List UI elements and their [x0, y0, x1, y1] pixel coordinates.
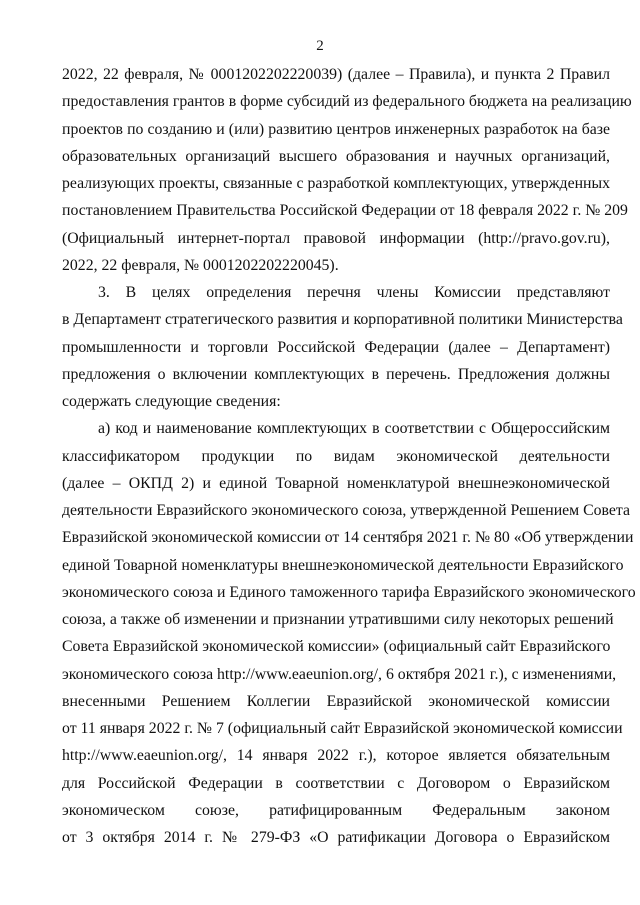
text-line: экономического союза http://www.eaeunion.org/, 6 октября 2021 г.), с изменениями,: [62, 665, 617, 683]
text-line: (Официальный интернет-портал правовой информации (http://pravo.gov.ru),: [62, 229, 610, 247]
text-line: от 11 января 2022 г. № 7 (официальный сайт Евразийской экономической комиссии: [62, 720, 623, 737]
text-line: образовательных организаций высшего образования и научных организаций,: [62, 147, 610, 165]
text-line: Совета Евразийской экономической комиссии» (официальный сайт Евразийского: [62, 638, 611, 656]
text-line: для Российской Федерации в соответствии с Договором о Евразийском: [62, 774, 610, 792]
text-line: проектов по созданию и (или) развитию центров инженерных разработок на базе: [62, 120, 610, 138]
text-line: в Департамент стратегического развития и корпоративной политики Министерства: [62, 311, 623, 329]
text-line: единой Товарной номенклатуры внешнеэкономической деятельности Евразийского: [62, 556, 624, 574]
text-line: внесенными Решением Коллегии Евразийской экономической комиссии: [62, 692, 610, 710]
text-line: экономическом союзе, ратифицированным Федеральным законом: [62, 801, 610, 819]
text-line: а) код и наименование комплектующих в соответствии с Общероссийским: [98, 420, 610, 438]
text-line: экономического союза и Единого таможенного тарифа Евразийского экономического: [62, 583, 636, 601]
text-line: (далее – ОКПД 2) и единой Товарной номенклатурой внешнеэкономической: [62, 474, 610, 492]
text-line: http://www.eaeunion.org/, 14 января 2022 г.), которое является обязательным: [62, 747, 610, 765]
text-line: деятельности Евразийского экономического союза, утвержденной Решением Совета: [62, 502, 631, 519]
text-line: Евразийской экономической комиссии от 14 сентября 2021 г. № 80 «Об утверждении: [62, 529, 634, 547]
text-line: классификатором продукции по видам экономической деятельности: [62, 447, 610, 465]
text-line: постановлением Правительства Российской Федерации от 18 февраля 2022 г. № 209: [62, 202, 628, 220]
text-line: 2022, 22 февраля, № 0001202202220039) (далее – Правила), и пункта 2 Правил: [62, 66, 610, 83]
text-line: предложения о включении комплектующих в перечень. Предложения должны: [62, 365, 610, 383]
text-line: предоставления грантов в форме субсидий из федерального бюджета на реализацию: [62, 93, 632, 111]
text-line: промышленности и торговли Российской Федерации (далее – Департамент): [62, 338, 610, 356]
text-line: 3. В целях определения перечня члены Комиссии представляют: [98, 284, 610, 301]
text-line: реализующих проекты, связанные с разработкой комплектующих, утвержденных: [62, 175, 610, 192]
document-body: [62, 61, 636, 851]
text-line: содержать следующие сведения:: [62, 393, 281, 410]
page-number: 2: [316, 38, 324, 54]
text-line: от 3 октября 2014 г. № 279-ФЗ «О ратификации Договора о Евразийском: [62, 829, 610, 846]
text-line: союза, а также об изменении и признании утратившими силу некоторых решений: [62, 611, 614, 628]
text-line: 2022, 22 февраля, № 0001202202220045).: [62, 256, 339, 274]
